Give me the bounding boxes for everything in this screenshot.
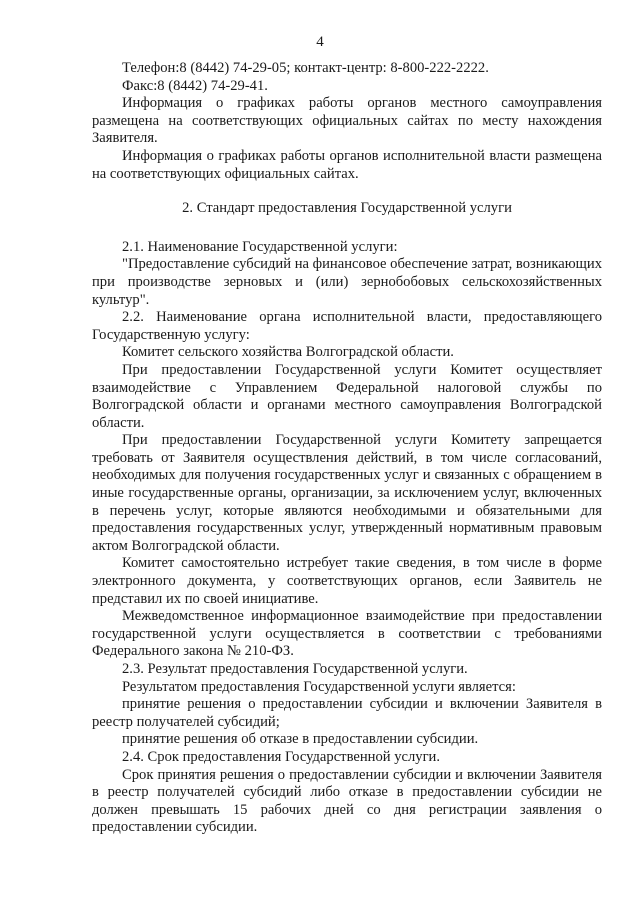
paragraph-service-name: "Предоставление субсидий на финансовое обеспечение затрат, возникающих при производстве зерновых и (или) зернобобовых сельскохозяйственных культур". <box>92 256 602 308</box>
paragraph-requests: Комитет самостоятельно истребует такие сведения, в том числе в форме электронного документа, у соответствующих органов, если Заявитель не представил их по своей инициативе. <box>92 555 602 607</box>
paragraph-committee: Комитет сельского хозяйства Волгоградской области. <box>122 344 454 361</box>
paragraph-executive-schedule: Информация о графиках работы органов исполнительной власти размещена на соответствующих официальных сайтах. <box>92 147 602 182</box>
paragraph-term: Срок принятия решения о предоставлении субсидии и включении Заявителя в реестр получателей субсидий либо отказе в предоставлении субсидии не должен превышать 15 рабочих дней со дня регистрации заявления о предоставлении субсидии. <box>92 766 602 836</box>
paragraph-interagency: Межведомственное информационное взаимодействие при предоставлении государственной услуги осуществляется в соответствии с требованиями Федерального закона № 210-ФЗ. <box>92 608 602 660</box>
paragraph-prohibition: При предоставлении Государственной услуги Комитету запрещается требовать от Заявителя осуществления действий, в том числе согласований, необходимых для получения государственных услуг и связанных с обращением в иные государственные органы, организации, за исключением услуг, включенных в перечень услуг, которые являются необходимыми и обязательными для предоставления государственных услуг, утвержденный нормативным правовым актом Волгоградской области. <box>92 432 602 554</box>
paragraph-2-4: 2.4. Срок предоставления Государственной услуги. <box>122 748 441 765</box>
contact-fax: Факс:8 (8442) 74-29-41. <box>122 77 268 94</box>
paragraph-2-3: 2.3. Результат предоставления Государственной услуги. <box>122 661 468 677</box>
paragraph-2-2: 2.2. Наименование органа исполнительной власти, предоставляющего Государственную услугу: <box>92 309 602 343</box>
contact-phone: Телефон:8 (8442) 74-29-05; контакт-центр: 8-800-222-2222. <box>122 60 489 76</box>
paragraph-interaction: При предоставлении Государственной услуги Комитет осуществляет взаимодействие с Управлением Федеральной налоговой службы по Волгоградской области и органами местного самоуправления Волгоградской области. <box>92 361 602 431</box>
paragraph-result-grant: принятие решения о предоставлении субсидии и включении Заявителя в реестр получателей субсидий; <box>92 696 602 730</box>
paragraph-2-1: 2.1. Наименование Государственной услуги: <box>122 238 398 255</box>
document-body <box>92 60 602 837</box>
paragraph-result-intro: Результатом предоставления Государственной услуги является: <box>122 678 516 695</box>
paragraph-result-refusal: принятие решения об отказе в предоставлении субсидии. <box>122 731 479 748</box>
section-heading: 2. Стандарт предоставления Государственной услуги <box>182 200 512 217</box>
paragraph-local-schedule: Информация о графиках работы органов местного самоуправления размещена на соответствующих официальных сайтах по месту нахождения Заявителя. <box>92 95 602 147</box>
page-number: 4 <box>316 34 324 50</box>
